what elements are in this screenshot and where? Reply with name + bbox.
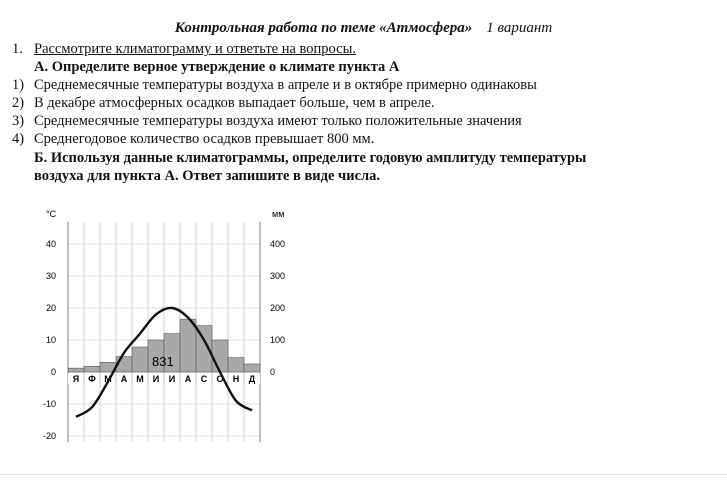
- month-label: А: [184, 374, 192, 384]
- bottom-divider: [0, 474, 727, 475]
- title-text: Контрольная работа по теме «Атмосфера»: [174, 20, 473, 36]
- left-axis-ticks: [43, 239, 56, 441]
- left-tick-label: -20: [42, 431, 56, 441]
- option-number: 2): [12, 95, 25, 111]
- precip-bar: [68, 368, 84, 372]
- option-number: 1): [12, 77, 25, 93]
- month-label: И: [168, 374, 176, 384]
- right-tick-label: 0: [270, 367, 276, 377]
- month-label: О: [216, 374, 224, 384]
- right-axis-ticks: [270, 239, 285, 377]
- option-text: Среднегодовое количество осадков превышает 800 мм.: [34, 131, 375, 147]
- option-text: В декабре атмосферных осадков выпадает больше, чем в апреле.: [34, 95, 435, 111]
- precip-bar: [132, 347, 148, 372]
- left-tick-label: 20: [45, 303, 56, 313]
- climatogram-chart: [20, 200, 300, 460]
- month-label: М: [104, 374, 112, 384]
- month-labels: [68, 373, 260, 384]
- left-tick-label: 30: [45, 271, 56, 281]
- right-tick-label: 300: [270, 271, 286, 281]
- left-tick-label: -10: [42, 399, 56, 409]
- option-number: 3): [12, 113, 25, 129]
- page-title: [0, 20, 727, 37]
- chart-grid: [68, 222, 260, 443]
- option-text: Среднемесячные температуры воздуха имеют только положительные значения: [34, 113, 522, 129]
- precip-bar: [228, 358, 244, 372]
- title-variant: 1 вариант: [486, 20, 553, 36]
- part-b-question: Б. Используя данные климатограммы, определите годовую амплитуду температуры: [34, 150, 587, 166]
- part-a-question: А. Определите верное утверждение о климате пункта А: [34, 59, 400, 75]
- month-label: А: [120, 374, 128, 384]
- right-tick-label: 100: [270, 335, 286, 345]
- precip-bar: [212, 340, 228, 372]
- month-label: Н: [232, 374, 240, 384]
- part-b-question-cont: воздуха для пункта А. Ответ запишите в виде числа.: [34, 168, 381, 184]
- right-axis-unit: мм: [272, 209, 285, 219]
- month-label: Я: [72, 374, 80, 384]
- left-tick-label: 40: [45, 239, 56, 249]
- month-label: М: [136, 374, 144, 384]
- task-instruction: Рассмотрите климатограмму и ответьте на вопросы.: [34, 41, 356, 57]
- task-number: 1.: [12, 41, 23, 57]
- left-tick-label: 10: [45, 335, 56, 345]
- precip-bar: [84, 366, 100, 372]
- month-label: С: [200, 374, 208, 384]
- right-tick-label: 400: [270, 239, 286, 249]
- right-tick-label: 200: [270, 303, 286, 313]
- left-axis-unit: °C: [46, 209, 57, 219]
- option-number: 4): [12, 131, 25, 147]
- option-text: Среднемесячные температуры воздуха в апреле и в октябре примерно одинаковы: [34, 77, 537, 93]
- month-label: Д: [248, 374, 256, 384]
- month-label: Ф: [88, 374, 96, 384]
- precip-bar: [244, 364, 260, 372]
- precip-bar: [180, 319, 196, 372]
- left-tick-label: 0: [50, 367, 56, 377]
- month-label: И: [152, 374, 160, 384]
- annual-precip-label: 831: [152, 354, 174, 369]
